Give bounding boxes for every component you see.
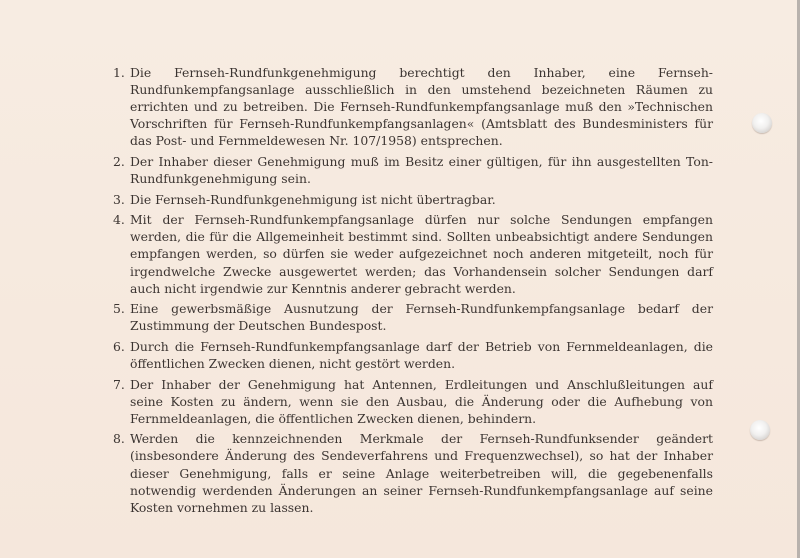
item-number: 1. xyxy=(113,65,125,80)
item-text: Mit der Fernseh-Rundfunkempfangsanlage dürfen nur solche Sendungen empfangen werden, die für die Allgemeinheit bestimmt sind. Sollten unbeabsichtigt andere Sendungen empfangen werden, so dürfen sie weder aufgezeichnet noch anderen mitgeteilt, noch für irgendwelche Zwecke ausgewertet werden; das Vorhandensein solcher Sendungen darf auch nicht irgendwie zur Kenntnis anderer gebracht werden. xyxy=(130,212,713,296)
item-text: Der Inhaber dieser Genehmigung muß im Besitz einer gültigen, für ihn ausgestellten Ton-Rundfunkgenehmigung sein. xyxy=(130,153,713,187)
item-number: 6. xyxy=(113,338,125,354)
list-item xyxy=(113,430,713,515)
item-number: 4. xyxy=(113,212,125,228)
list-item xyxy=(113,338,713,372)
list-item xyxy=(113,300,713,334)
item-number: 5. xyxy=(113,301,125,317)
item-text: Die Fernseh-Rundfunkgenehmigung ist nicht übertragbar. xyxy=(130,191,496,207)
item-text: Durch die Fernseh-Rundfunkempfangsanlage darf der Betrieb von Fernmeldeanlagen, die öffentlichen Zwecken dienen, nicht gestört werden. xyxy=(130,338,713,371)
conditions-list xyxy=(113,64,713,519)
item-text: Die Fernseh-Rundfunkgenehmigung berechtigt den Inhaber, eine Fernseh-Rundfunkempfangsanlage ausschließlich in den umstehend bezeichneten Räumen zu errichten und zu betreiben. Die Fernseh-Rundfunkempfangsanlage muß den »Technischen Vorschriften für Fernseh-Rundfunkempfangsanlagen« (Amtsblatt des Bundesministers für das Post- und Fernmeldewesen Nr. 107/1958) entsprechen. xyxy=(130,65,713,149)
item-number: 3. xyxy=(113,191,125,207)
item-text: Werden die kennzeichnenden Merkmale der Fernseh-Rundfunksender geändert (insbesondere Änderung des Sendeverfahrens und Frequenzwechsel), so hat der Inhaber dieser Genehmigung, falls er seine Anlage weiterbetreiben will, die gegebenenfalls notwendig werdenden Änderungen an seiner Fernseh-Rundfunkempfangsanlage auf seine Kosten vornehmen zu lassen. xyxy=(130,431,713,515)
list-item xyxy=(113,64,713,149)
punch-hole-top xyxy=(752,113,772,133)
item-number: 2. xyxy=(113,153,125,169)
item-number: 8. xyxy=(113,431,125,447)
list-item xyxy=(113,211,713,296)
item-text: Eine gewerbsmäßige Ausnutzung der Fernseh-Rundfunkempfangsanlage bedarf der Zustimmung der Deutschen Bundespost. xyxy=(130,301,713,334)
list-item xyxy=(113,376,713,427)
list-item xyxy=(113,153,713,187)
item-number: 7. xyxy=(113,376,125,392)
punch-hole-bottom xyxy=(750,420,770,440)
list-item xyxy=(113,191,713,208)
item-text: Der Inhaber der Genehmigung hat Antennen, Erdleitungen und Anschlußleitungen auf seine Kosten zu ändern, wenn sie den Ausbau, die Änderung oder die Aufhebung von Fernmeldeanlagen, die öffentlichen Zwecken dienen, behindern. xyxy=(130,376,713,426)
